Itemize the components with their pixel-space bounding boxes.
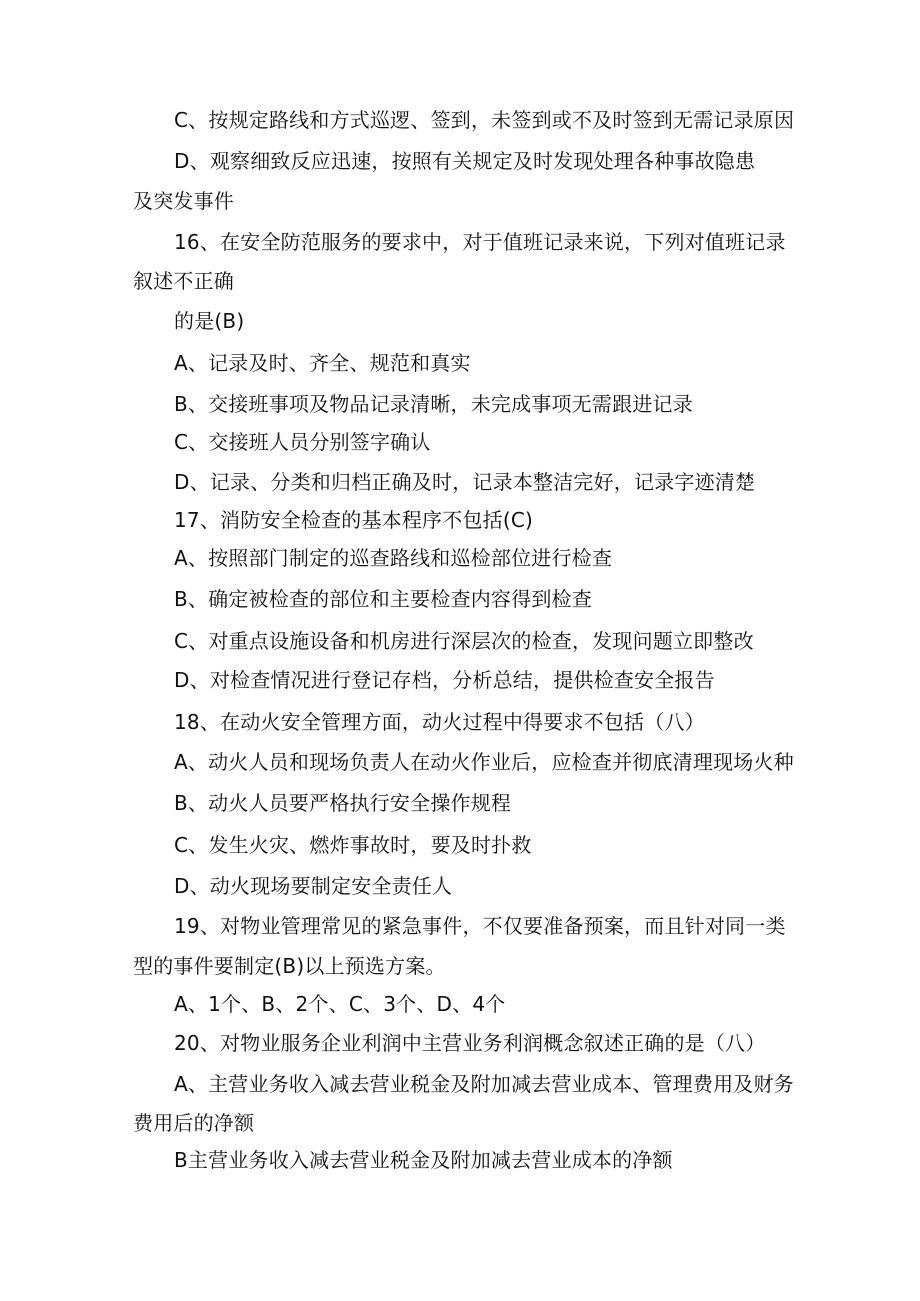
- option-c-q18: C、发生火灾、燃炸事故时，要及时扑救: [174, 833, 532, 857]
- question-19-continued: 型的事件要制定(B)以上预选方案。: [133, 954, 446, 978]
- option-a-q18: A、动火人员和现场负责人在动火作业后，应检查并彻底清理现场火种: [174, 750, 794, 774]
- option-c-q17: C、对重点设施设备和机房进行深层次的检查，发现问题立即整改: [174, 629, 754, 653]
- question-18: 18、在动火安全管理方面，动火过程中得要求不包括（八）: [174, 710, 705, 734]
- option-d-q18: D、动火现场要制定安全责任人: [174, 874, 453, 898]
- question-16-continued: 叙述不正确: [133, 269, 234, 293]
- question-20: 20、对物业服务企业利润中主营业务利润概念叙述正确的是（八）: [174, 1031, 766, 1055]
- option-d-q17: D、对检查情况进行登记存档，分析总结，提供检查安全报告: [174, 668, 715, 692]
- option-b-q20: B主营业务收入减去营业税金及附加减去营业成本的净额: [174, 1148, 673, 1172]
- option-a-q20: A、主营业务收入减去营业税金及附加减去营业成本、管理费用及财务: [174, 1072, 794, 1096]
- option-a-q17: A、按照部门制定的巡查路线和巡检部位进行检查: [174, 546, 613, 570]
- question-16-answer: 的是(B): [174, 309, 245, 333]
- option-a-q20-continued: 费用后的净额: [133, 1111, 255, 1135]
- option-c-q16: C、交接班人员分别签字确认: [174, 430, 431, 454]
- option-b-q16: B、交接班事项及物品记录清晰，未完成事项无需跟进记录: [174, 392, 693, 416]
- option-d-q16: D、记录、分类和归档正确及时，记录本整洁完好，记录字迹清楚: [174, 470, 756, 494]
- option-a-q16: A、记录及时、齐全、规范和真实: [174, 351, 471, 375]
- option-b-q18: B、动火人员要严格执行安全操作规程: [174, 791, 512, 815]
- option-b-q17: B、确定被检查的部位和主要检查内容得到检查: [174, 587, 592, 611]
- question-16: 16、在安全防范服务的要求中，对于值班记录来说，下列对值班记录: [174, 230, 786, 254]
- options-q19: A、1个、B、2个、C、3个、D、4个: [174, 992, 506, 1016]
- option-d-q15-continued: 及突发事件: [133, 189, 234, 213]
- option-d-q15: D、观察细致反应迅速，按照有关规定及时发现处理各种事故隐患: [174, 149, 756, 173]
- question-17: 17、消防安全检查的基本程序不包括(C): [174, 508, 534, 532]
- option-c-q15: C、按规定路线和方式巡逻、签到，未签到或不及时签到无需记录原因: [174, 108, 795, 132]
- question-19: 19、对物业管理常见的紧急事件，不仅要准备预案，而且针对同一类: [174, 914, 786, 938]
